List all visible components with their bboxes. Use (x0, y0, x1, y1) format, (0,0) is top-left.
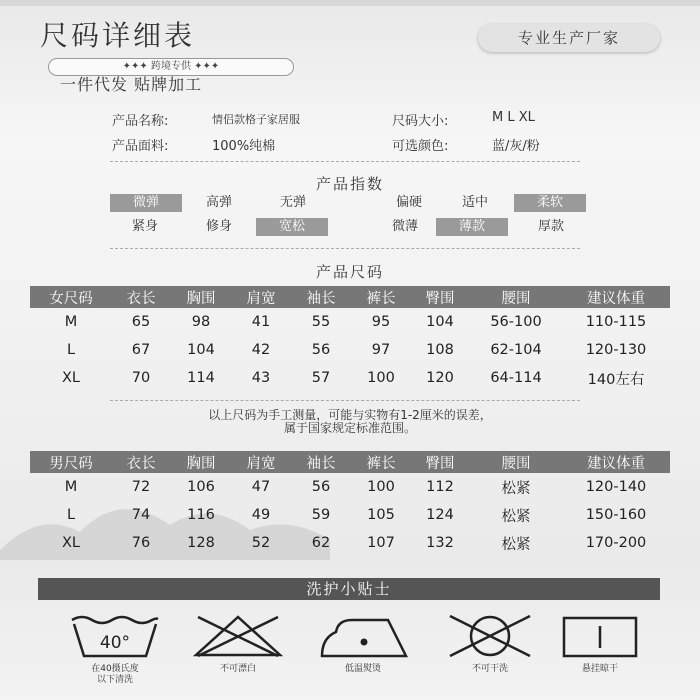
table-header-cell: 裤长 (352, 286, 410, 308)
hardness-option-hard: 偏硬 (395, 195, 422, 210)
elasticity-option-micro: 微弹 (110, 194, 182, 212)
table-cell: 42 (251, 342, 271, 358)
table-cell: 112 (426, 479, 454, 495)
table-cell: 72 (131, 479, 151, 495)
men-size-table (30, 451, 670, 557)
page-title: 尺码详细表 (40, 19, 196, 52)
table-header-cell: 建议体重 (562, 286, 670, 308)
elasticity-option-none: 无弹 (279, 195, 306, 210)
table-cell: 110-115 (585, 314, 647, 330)
thickness-option-thin: 薄款 (436, 218, 508, 236)
table-cell: 56 (311, 479, 331, 495)
care-label-low-iron (308, 664, 418, 675)
fit-option-tight: 紧身 (131, 219, 158, 234)
table-cell: 98 (191, 314, 211, 330)
divider (110, 248, 580, 249)
table-cell: 120-140 (585, 479, 647, 495)
size-range-value: M L XL (492, 110, 535, 125)
table-cell: 65 (131, 314, 151, 330)
product-name-value: 情侣款格子家居服 (212, 113, 300, 126)
table-header-cell: 胸围 (170, 451, 232, 473)
table-cell: XL (61, 535, 80, 551)
low-iron-icon (318, 614, 410, 658)
table-cell: M (64, 479, 78, 495)
table-cell: 74 (131, 507, 151, 523)
table-row (30, 364, 670, 392)
care-label-no-dry-clean (435, 664, 545, 675)
table-header-cell: 袖长 (290, 451, 352, 473)
table-cell: 57 (311, 370, 331, 386)
table-header-cell: 衣长 (112, 286, 170, 308)
table-cell: 70 (131, 370, 151, 386)
table-header-cell: 腰围 (470, 286, 562, 308)
table-cell: 105 (367, 507, 395, 523)
care-label-line: 在40摄氏度 (91, 664, 139, 674)
table-header-cell: 建议体重 (562, 451, 670, 473)
no-dry-clean-icon (444, 614, 536, 658)
care-label-line: 不可干洗 (471, 664, 508, 674)
table-cell: 170-200 (585, 535, 647, 551)
care-label-wash (60, 664, 170, 686)
table-cell: 55 (311, 314, 331, 330)
measurement-note-line1: 以上尺码为手工测量，可能与实物有1-2厘米的误差， (208, 408, 492, 422)
cross-border-pill: ✦✦✦ 跨境专供 ✦✦✦ (48, 58, 294, 76)
table-row (30, 473, 670, 501)
table-header-row (30, 451, 670, 473)
table-cell: 140左右 (587, 371, 645, 388)
thickness-option-thick: 厚款 (537, 219, 564, 234)
wash-temp-text: 40° (99, 633, 131, 653)
care-label-line: 低温熨烫 (344, 664, 381, 674)
table-cell: 64-114 (490, 370, 542, 386)
table-header-cell: 臀围 (410, 451, 470, 473)
table-header-row (30, 286, 670, 308)
hang-dry-icon (562, 614, 638, 658)
table-header-cell: 女尺码 (30, 286, 112, 308)
care-label-line: 不可漂白 (219, 664, 256, 674)
table-row (30, 308, 670, 336)
wash-40-icon (70, 614, 160, 658)
table-cell: 120 (426, 370, 454, 386)
fabric-value: 100%纯棉 (212, 139, 276, 154)
table-cell: 114 (187, 370, 215, 386)
care-label-hang-dry (545, 664, 655, 675)
table-cell: 松紧 (501, 536, 531, 553)
table-row (30, 501, 670, 529)
table-header-cell: 胸围 (170, 286, 232, 308)
table-cell: 108 (426, 342, 454, 358)
hardness-option-medium: 适中 (461, 195, 488, 210)
table-cell: 49 (251, 507, 271, 523)
fit-option-loose: 宽松 (256, 218, 328, 236)
table-cell: 100 (367, 479, 395, 495)
table-header-cell: 肩宽 (232, 286, 290, 308)
service-subtitle: 一件代发 贴牌加工 (60, 75, 203, 94)
table-cell: 106 (187, 479, 215, 495)
elasticity-option-high: 高弹 (205, 195, 232, 210)
no-bleach-icon (192, 614, 284, 658)
table-cell: 59 (311, 507, 331, 523)
table-cell: 52 (251, 535, 271, 551)
table-cell: L (66, 342, 76, 358)
table-cell: 104 (187, 342, 215, 358)
color-value: 蓝/灰/粉 (492, 139, 540, 154)
table-cell: 104 (426, 314, 454, 330)
table-cell: 124 (426, 507, 454, 523)
care-label-line: 以下清洗 (96, 675, 133, 685)
fabric-label: 产品面料: (112, 139, 169, 154)
fit-option-slim: 修身 (205, 219, 232, 234)
table-header-cell: 袖长 (290, 286, 352, 308)
care-label-line: 悬挂晾干 (581, 664, 618, 674)
table-cell: L (66, 507, 76, 523)
top-strip (0, 0, 700, 6)
table-row (30, 529, 670, 557)
color-label: 可选颜色: (392, 139, 449, 154)
table-cell: 120-130 (585, 342, 647, 358)
table-cell: 95 (371, 314, 391, 330)
table-header-cell: 裤长 (352, 451, 410, 473)
measurement-note-line2: 属于国家规定标准范围。 (283, 421, 416, 435)
table-cell: 67 (131, 342, 151, 358)
table-cell: 43 (251, 370, 271, 386)
thickness-option-micro-thin: 微薄 (391, 219, 418, 234)
table-cell: 62 (311, 535, 331, 551)
table-cell: 松紧 (501, 480, 531, 497)
table-header-cell: 臀围 (410, 286, 470, 308)
table-cell: 116 (187, 507, 215, 523)
table-cell: XL (61, 370, 80, 386)
care-label-no-bleach (183, 664, 293, 675)
table-header-cell: 腰围 (470, 451, 562, 473)
women-size-table (30, 286, 670, 392)
divider (110, 400, 580, 401)
table-cell: 97 (371, 342, 391, 358)
table-cell: 76 (131, 535, 151, 551)
table-cell: 松紧 (501, 508, 531, 525)
sizes-title: 产品尺码 (315, 263, 384, 281)
table-cell: 132 (426, 535, 454, 551)
table-cell: 41 (251, 314, 271, 330)
table-header-cell: 肩宽 (232, 451, 290, 473)
table-cell: 62-104 (490, 342, 542, 358)
table-cell: 47 (251, 479, 271, 495)
care-tips-title: 洗护小贴士 (38, 578, 660, 600)
hardness-option-soft: 柔软 (514, 194, 586, 212)
table-header-cell: 男尺码 (30, 451, 112, 473)
divider (110, 161, 580, 162)
table-cell: 107 (367, 535, 395, 551)
index-title: 产品指数 (315, 175, 384, 193)
table-cell: 56 (311, 342, 331, 358)
table-cell: 128 (187, 535, 215, 551)
size-range-label: 尺码大小: (392, 114, 449, 129)
table-cell: 56-100 (490, 314, 542, 330)
table-row (30, 336, 670, 364)
table-header-cell: 衣长 (112, 451, 170, 473)
table-cell: 100 (367, 370, 395, 386)
table-cell: M (64, 314, 78, 330)
factory-badge: 专业生产厂家 (478, 24, 660, 52)
table-cell: 150-160 (585, 507, 647, 523)
product-name-label: 产品名称: (112, 114, 169, 129)
